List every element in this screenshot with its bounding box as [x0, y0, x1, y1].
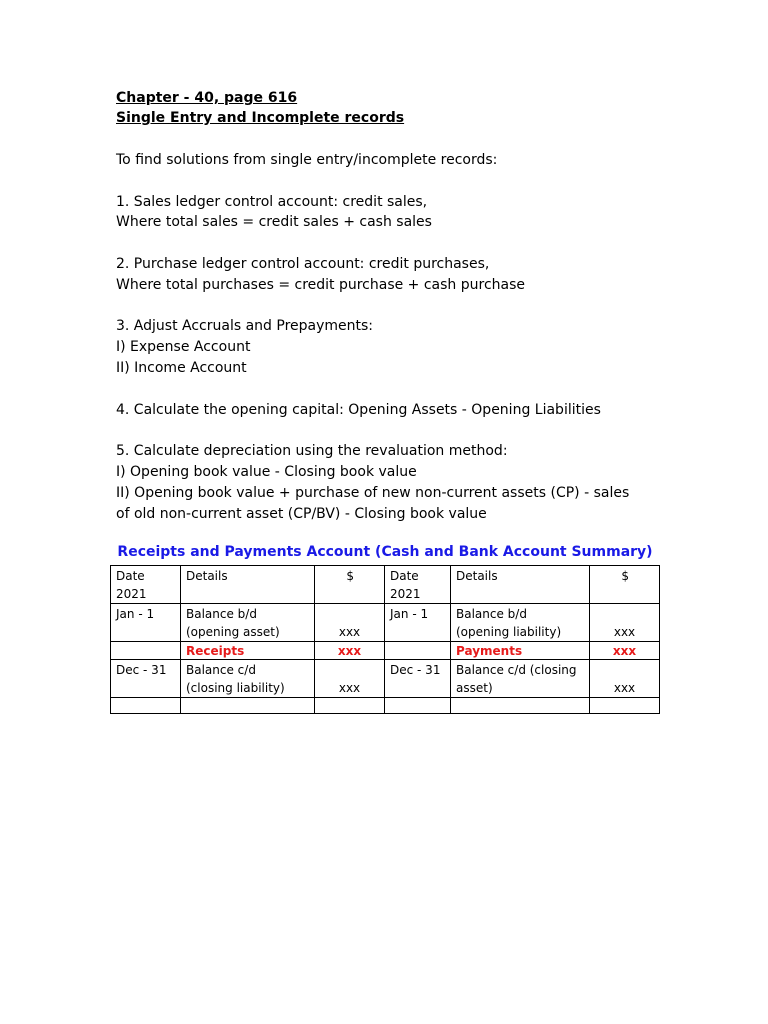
date-header-cell [385, 566, 451, 604]
details-header-cell: Details [451, 566, 590, 604]
chapter-reference: Chapter - 40, page 616 [116, 90, 298, 106]
step-3 [116, 316, 676, 378]
step-line: 4. Calculate the opening capital: Opening Assets - Opening Liabilities [116, 401, 601, 418]
step-5 [116, 441, 676, 524]
date-cell: Dec - 31 [385, 660, 451, 698]
receipts-amount-cell: xxx [315, 642, 385, 660]
date-header-label: Date [390, 569, 419, 583]
table-header-row [111, 566, 660, 604]
date-header-cell [111, 566, 181, 604]
details-line: (closing liability) [186, 681, 285, 695]
details-line: (opening asset) [186, 625, 280, 639]
table-row-empty [111, 698, 660, 714]
empty-cell [590, 698, 660, 714]
step-line: II) Opening book value + purchase of new non-current assets (CP) - sales [116, 484, 630, 501]
step-line: I) Expense Account [116, 339, 251, 356]
receipts-payments-table [110, 565, 660, 714]
amount-header-cell: $ [315, 566, 385, 604]
step-line: Where total sales = credit sales + cash sales [116, 214, 432, 231]
step-line: 3. Adjust Accruals and Prepayments: [116, 318, 374, 335]
details-line: Balance b/d [456, 607, 527, 621]
date-cell [385, 642, 451, 660]
payments-amount-cell: xxx [590, 642, 660, 660]
step-2 [116, 254, 676, 296]
table-title: Receipts and Payments Account (Cash and Bank Account Summary) [117, 544, 653, 560]
details-line: Balance b/d [186, 607, 257, 621]
table-row-flows [111, 642, 660, 660]
heading [116, 88, 716, 128]
date-header-label: Date [116, 569, 145, 583]
details-line: (opening liability) [456, 625, 562, 639]
details-cell [451, 660, 590, 698]
body-text [116, 150, 676, 524]
amount-cell: xxx [590, 604, 660, 642]
table-row-opening [111, 604, 660, 642]
step-line: 2. Purchase ledger control account: credit purchases, [116, 255, 490, 272]
amount-cell: xxx [315, 660, 385, 698]
amount-cell: xxx [590, 660, 660, 698]
empty-cell [315, 698, 385, 714]
amount-header-cell: $ [590, 566, 660, 604]
details-header-cell: Details [181, 566, 315, 604]
table-row-closing [111, 660, 660, 698]
date-header-year: 2021 [390, 587, 421, 601]
date-cell [111, 642, 181, 660]
details-line: asset) [456, 681, 493, 695]
empty-cell [181, 698, 315, 714]
step-line: 1. Sales ledger control account: credit sales, [116, 193, 428, 210]
date-header-year: 2021 [116, 587, 147, 601]
intro-line: To find solutions from single entry/incomplete records: [116, 152, 498, 168]
step-line: of old non-current asset (CP/BV) - Closing book value [116, 505, 487, 522]
amount-cell: xxx [315, 604, 385, 642]
step-1 [116, 192, 676, 234]
date-cell: Dec - 31 [111, 660, 181, 698]
details-cell [451, 604, 590, 642]
empty-cell [385, 698, 451, 714]
details-line: Balance c/d (closing [456, 663, 577, 677]
document-title: Single Entry and Incomplete records [116, 110, 405, 126]
date-cell: Jan - 1 [385, 604, 451, 642]
details-cell [181, 604, 315, 642]
empty-cell [451, 698, 590, 714]
step-line: Where total purchases = credit purchase + cash purchase [116, 276, 526, 293]
step-line: 5. Calculate depreciation using the revaluation method: [116, 443, 508, 460]
receipts-cell: Receipts [181, 642, 315, 660]
details-cell [181, 660, 315, 698]
date-cell: Jan - 1 [111, 604, 181, 642]
details-line: Balance c/d [186, 663, 256, 677]
payments-cell: Payments [451, 642, 590, 660]
step-line: II) Income Account [116, 359, 247, 376]
step-4 [116, 400, 676, 421]
empty-cell [111, 698, 181, 714]
step-line: I) Opening book value - Closing book value [116, 463, 417, 480]
